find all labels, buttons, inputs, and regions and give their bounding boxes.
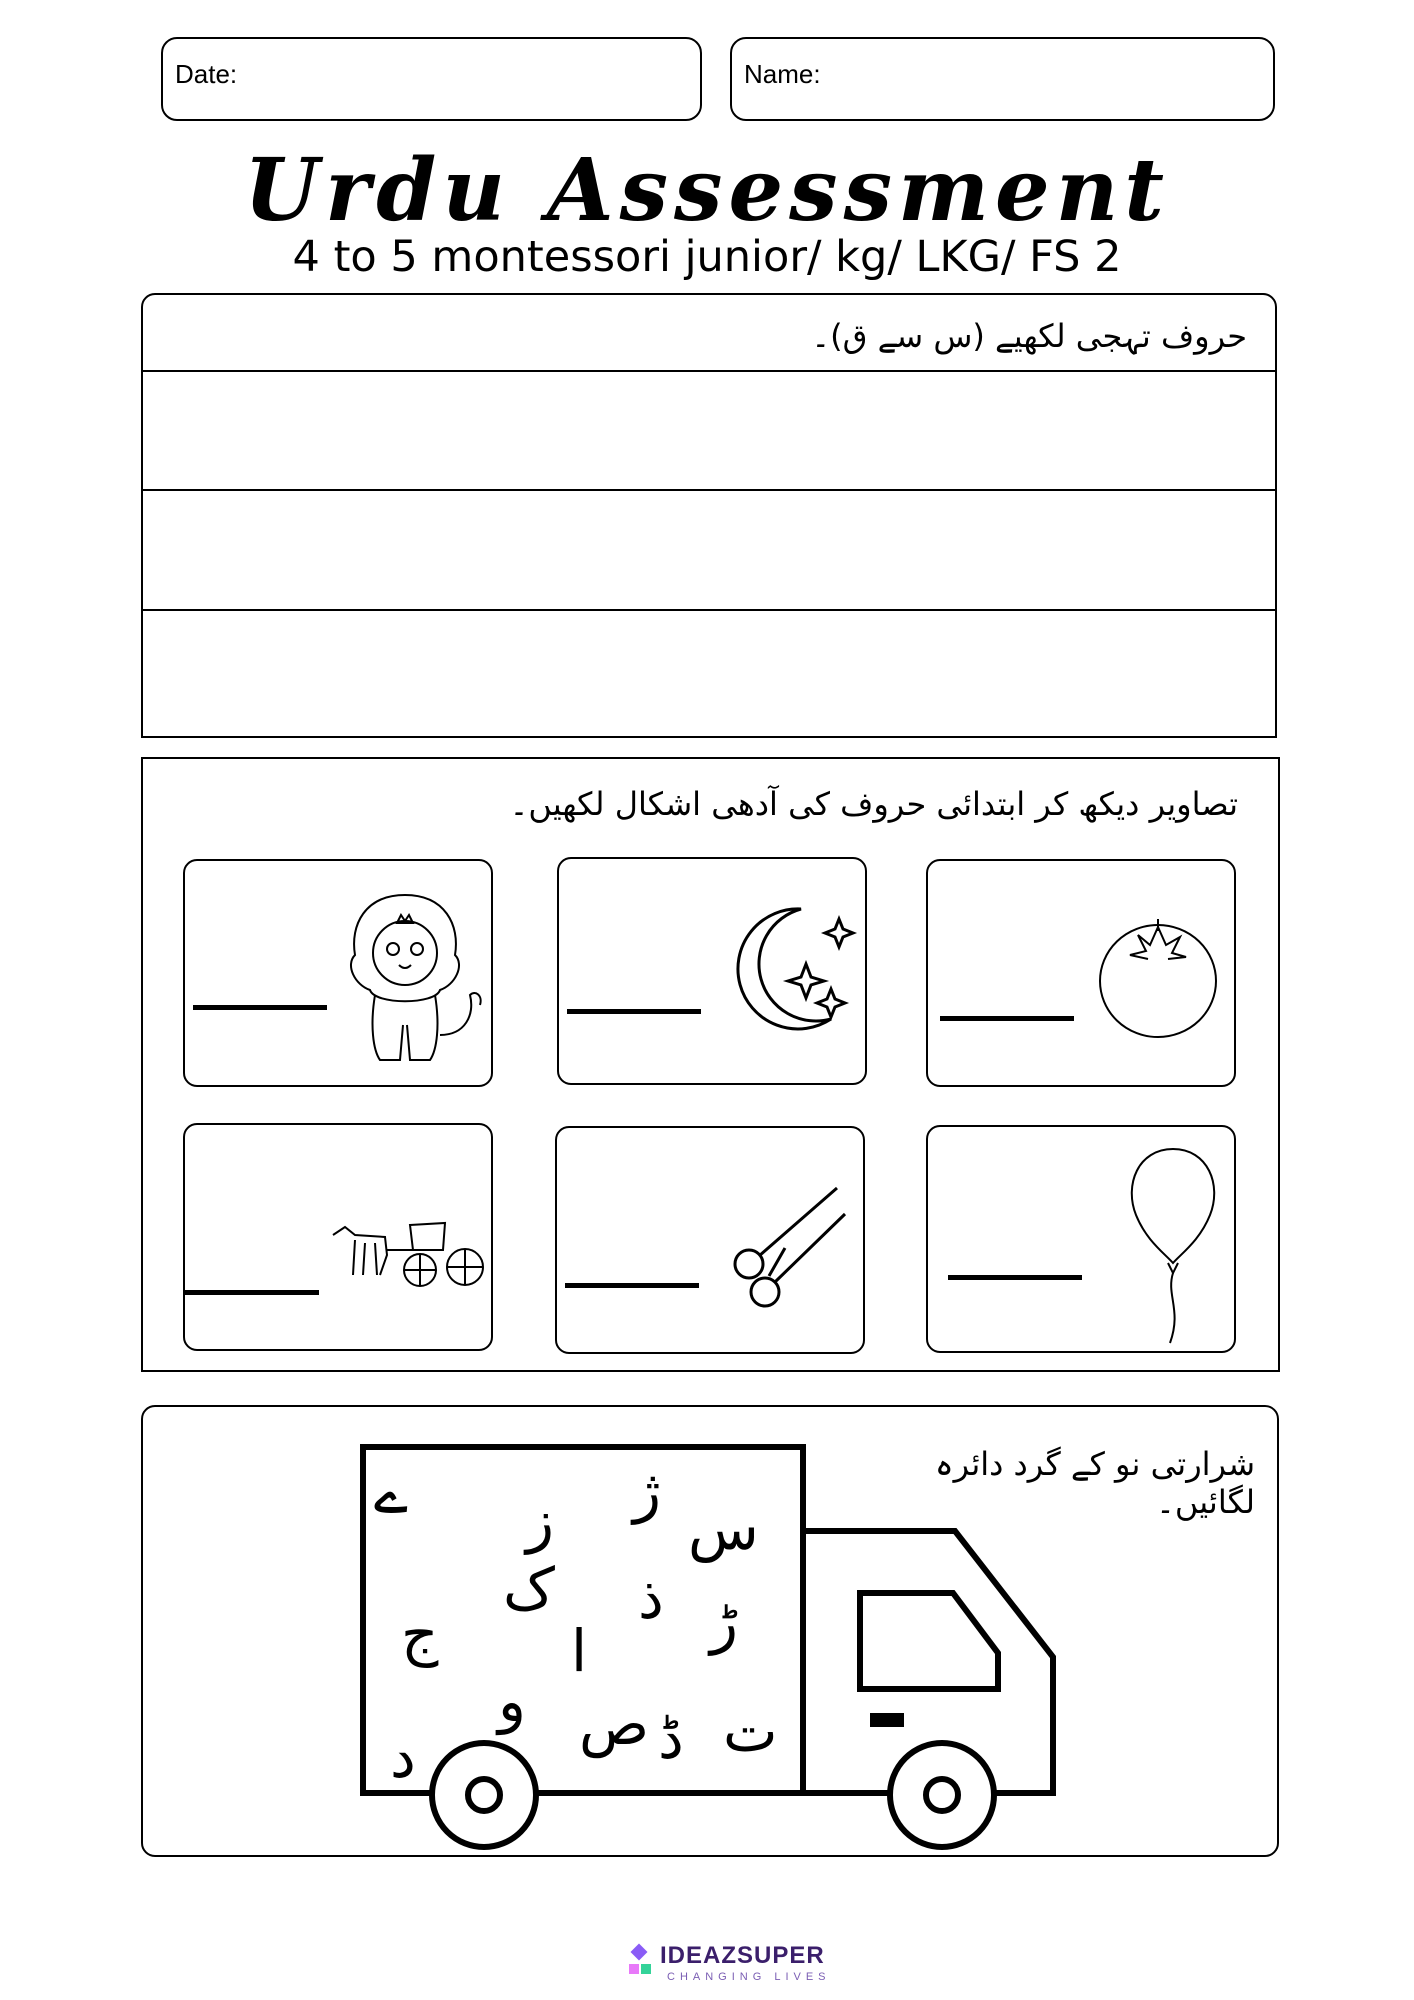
answer-blank[interactable] xyxy=(185,1290,319,1295)
letter[interactable]: ڈ xyxy=(658,1704,684,1772)
letter[interactable]: د xyxy=(390,1723,416,1791)
scissors-icon xyxy=(725,1178,855,1318)
circle-letters-section xyxy=(141,1405,1279,1857)
section1-instruction: حروف تہجی لکھیے (س سے ق)۔ xyxy=(811,317,1247,355)
picture-card-carriage xyxy=(183,1123,493,1351)
writing-line[interactable] xyxy=(143,489,1275,491)
answer-blank[interactable] xyxy=(567,1009,701,1014)
brand-name: IDEAZSUPER xyxy=(660,1942,825,1969)
picture-card-tomato xyxy=(926,859,1236,1087)
section2-instruction: تصاویر دیکھ کر ابتدائی حروف کی آدھی اشکال لکھیں۔ xyxy=(509,785,1238,823)
picture-card-scissors xyxy=(555,1126,865,1354)
picture-letters-section xyxy=(141,757,1280,1372)
lion-icon xyxy=(325,875,485,1075)
letter[interactable]: ذ xyxy=(638,1564,664,1632)
writing-line[interactable] xyxy=(143,609,1275,611)
picture-card-moon xyxy=(557,857,867,1085)
letter[interactable]: ص xyxy=(579,1690,650,1758)
alphabet-writing-section xyxy=(141,293,1277,738)
name-label: Name: xyxy=(744,59,821,89)
letter[interactable]: ز xyxy=(526,1487,555,1555)
letter[interactable]: س xyxy=(688,1495,759,1563)
letter[interactable]: ک xyxy=(503,1555,555,1623)
logo-mark-icon xyxy=(627,1942,655,1982)
letter[interactable]: ا xyxy=(571,1617,588,1685)
moon-stars-icon xyxy=(721,889,861,1049)
page-subtitle: 4 to 5 montessori junior/ kg/ LKG/ FS 2 xyxy=(292,232,1122,282)
letter[interactable]: ڑ xyxy=(710,1588,739,1656)
answer-blank[interactable] xyxy=(193,1005,327,1010)
tomato-icon xyxy=(1088,901,1228,1051)
picture-card-balloon xyxy=(926,1125,1236,1353)
letter[interactable]: ے xyxy=(374,1459,408,1527)
section3-instruction: شرارتی نو کے گرد دائرہ لگائیں۔ xyxy=(934,1445,1255,1521)
date-field[interactable] xyxy=(161,37,702,121)
letter[interactable]: ت xyxy=(723,1697,778,1765)
answer-blank[interactable] xyxy=(565,1283,699,1288)
letter[interactable]: و xyxy=(498,1667,527,1735)
picture-card-lion xyxy=(183,859,493,1087)
letter[interactable]: ژ xyxy=(633,1457,662,1525)
answer-blank[interactable] xyxy=(940,1016,1074,1021)
page-title: Urdu Assessment xyxy=(244,140,1170,241)
writing-line[interactable] xyxy=(143,370,1275,372)
date-label: Date: xyxy=(175,59,238,89)
brand-tagline: CHANGING LIVES xyxy=(667,1971,831,1983)
horse-carriage-icon xyxy=(325,1205,485,1295)
balloon-icon xyxy=(1118,1145,1228,1345)
answer-blank[interactable] xyxy=(948,1275,1082,1280)
letter[interactable]: ج xyxy=(401,1600,439,1668)
name-field[interactable] xyxy=(730,37,1275,121)
ideazsuper-logo xyxy=(627,1942,847,1982)
